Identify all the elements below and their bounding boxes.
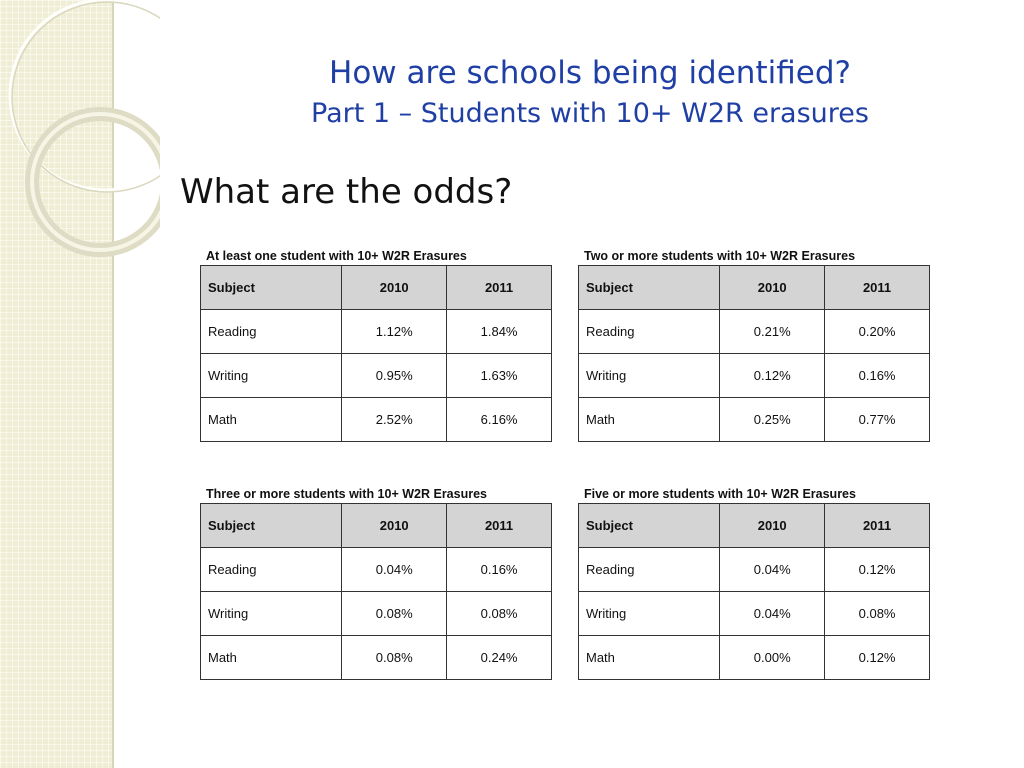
header-2011: 2011 bbox=[825, 504, 930, 548]
value-2010-cell: 0.04% bbox=[720, 592, 825, 636]
decorative-rings bbox=[0, 0, 160, 320]
value-2011-cell: 0.08% bbox=[825, 592, 930, 636]
odds-table-block-1 bbox=[200, 247, 552, 442]
value-2011-cell: 0.12% bbox=[825, 636, 930, 680]
table-header-row bbox=[579, 504, 930, 548]
table-row bbox=[201, 398, 552, 442]
table-caption: At least one student with 10+ W2R Erasures bbox=[206, 249, 467, 263]
table-row bbox=[201, 548, 552, 592]
header-2010: 2010 bbox=[342, 504, 447, 548]
value-2011-cell: 0.16% bbox=[825, 354, 930, 398]
odds-table-block-4 bbox=[578, 485, 930, 680]
odds-table bbox=[200, 503, 552, 680]
header-2010: 2010 bbox=[342, 266, 447, 310]
value-2010-cell: 1.12% bbox=[342, 310, 447, 354]
value-2010-cell: 0.95% bbox=[342, 354, 447, 398]
header-2011: 2011 bbox=[825, 266, 930, 310]
header-2010: 2010 bbox=[720, 266, 825, 310]
subject-cell: Math bbox=[201, 636, 342, 680]
title-line-2: Part 1 – Students with 10+ W2R erasures bbox=[311, 98, 869, 129]
value-2010-cell: 0.08% bbox=[342, 636, 447, 680]
table-row bbox=[201, 592, 552, 636]
slide-title bbox=[190, 52, 990, 134]
subject-cell: Reading bbox=[579, 548, 720, 592]
value-2011-cell: 1.63% bbox=[447, 354, 552, 398]
value-2011-cell: 1.84% bbox=[447, 310, 552, 354]
subject-cell: Writing bbox=[579, 592, 720, 636]
subject-cell: Writing bbox=[579, 354, 720, 398]
odds-table bbox=[578, 265, 930, 442]
header-2011: 2011 bbox=[447, 504, 552, 548]
value-2010-cell: 0.25% bbox=[720, 398, 825, 442]
question-text: What are the odds? bbox=[180, 172, 513, 212]
value-2011-cell: 0.12% bbox=[825, 548, 930, 592]
table-row bbox=[579, 636, 930, 680]
header-subject: Subject bbox=[579, 504, 720, 548]
header-subject: Subject bbox=[579, 266, 720, 310]
odds-table bbox=[578, 503, 930, 680]
table-row bbox=[579, 592, 930, 636]
subject-cell: Math bbox=[579, 398, 720, 442]
header-subject: Subject bbox=[201, 504, 342, 548]
value-2011-cell: 0.16% bbox=[447, 548, 552, 592]
table-header-row bbox=[201, 504, 552, 548]
value-2010-cell: 2.52% bbox=[342, 398, 447, 442]
title-line-1: How are schools being identified? bbox=[329, 55, 851, 91]
table-header-row bbox=[201, 266, 552, 310]
table-caption: Three or more students with 10+ W2R Erasures bbox=[206, 487, 487, 501]
table-row bbox=[579, 398, 930, 442]
table-row bbox=[201, 354, 552, 398]
value-2011-cell: 0.20% bbox=[825, 310, 930, 354]
subject-cell: Reading bbox=[579, 310, 720, 354]
subject-cell: Reading bbox=[201, 310, 342, 354]
value-2010-cell: 0.04% bbox=[720, 548, 825, 592]
subject-cell: Writing bbox=[201, 592, 342, 636]
subject-cell: Writing bbox=[201, 354, 342, 398]
header-2011: 2011 bbox=[447, 266, 552, 310]
value-2010-cell: 0.21% bbox=[720, 310, 825, 354]
table-caption: Two or more students with 10+ W2R Erasures bbox=[584, 249, 856, 263]
table-row bbox=[579, 354, 930, 398]
value-2011-cell: 0.24% bbox=[447, 636, 552, 680]
header-2010: 2010 bbox=[720, 504, 825, 548]
value-2011-cell: 6.16% bbox=[447, 398, 552, 442]
odds-table-block-3 bbox=[200, 485, 552, 680]
odds-table bbox=[200, 265, 552, 442]
table-header-row bbox=[579, 266, 930, 310]
value-2010-cell: 0.12% bbox=[720, 354, 825, 398]
table-caption: Five or more students with 10+ W2R Erasures bbox=[584, 487, 856, 501]
subject-cell: Reading bbox=[201, 548, 342, 592]
subject-cell: Math bbox=[201, 398, 342, 442]
value-2010-cell: 0.04% bbox=[342, 548, 447, 592]
value-2010-cell: 0.08% bbox=[342, 592, 447, 636]
value-2011-cell: 0.77% bbox=[825, 398, 930, 442]
table-row bbox=[201, 310, 552, 354]
table-row bbox=[579, 310, 930, 354]
header-subject: Subject bbox=[201, 266, 342, 310]
table-row bbox=[579, 548, 930, 592]
value-2011-cell: 0.08% bbox=[447, 592, 552, 636]
subject-cell: Math bbox=[579, 636, 720, 680]
value-2010-cell: 0.00% bbox=[720, 636, 825, 680]
table-row bbox=[201, 636, 552, 680]
odds-table-block-2 bbox=[578, 247, 930, 442]
